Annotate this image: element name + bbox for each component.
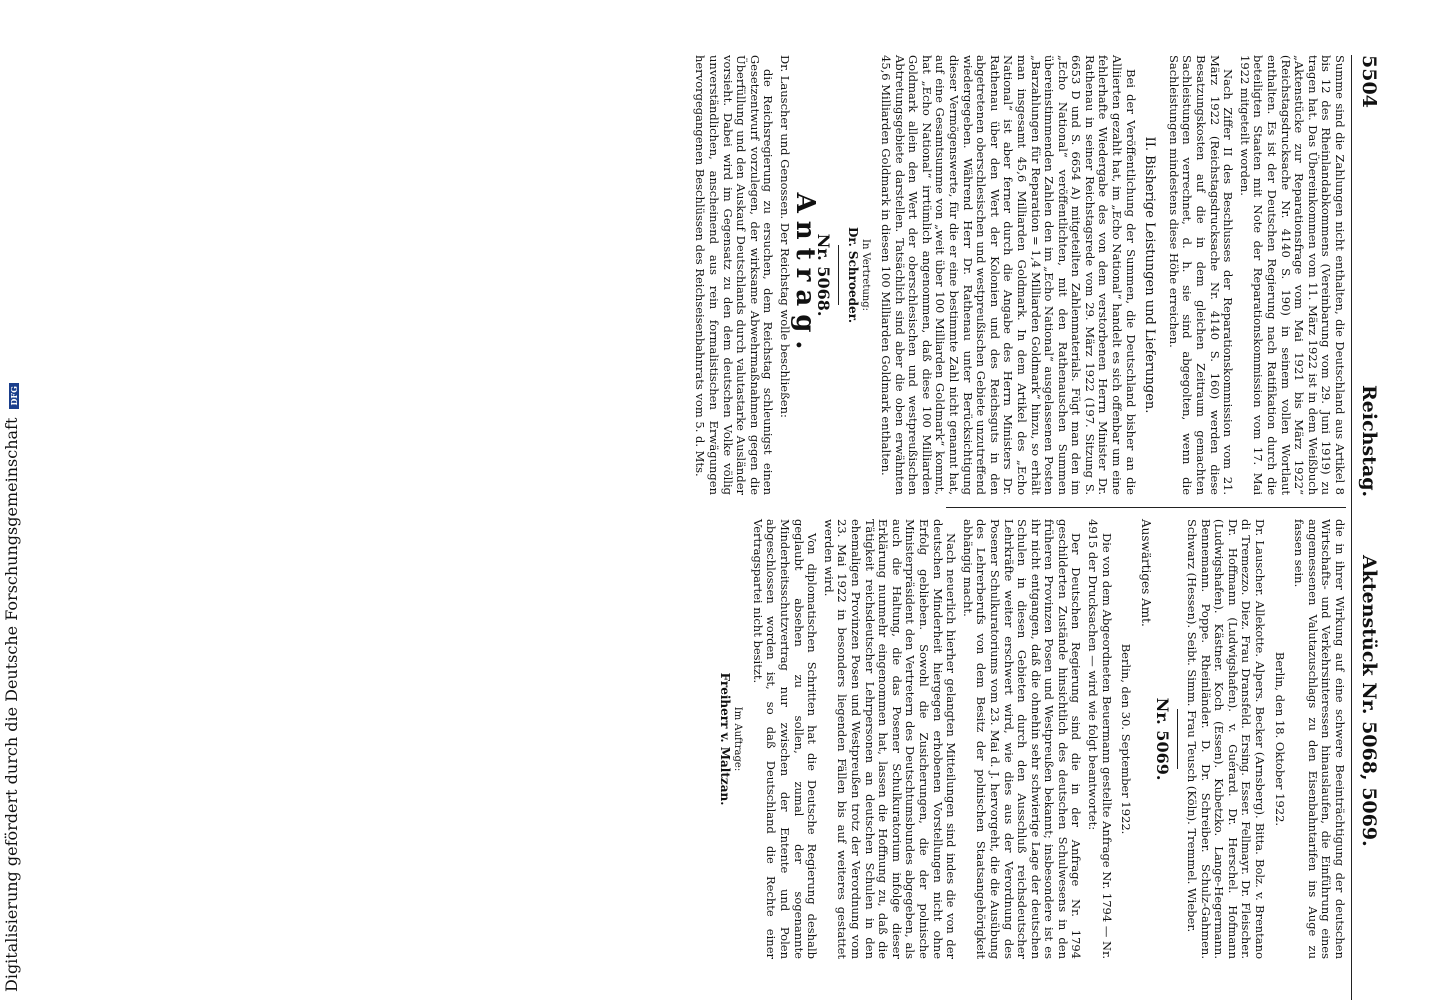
column-divider — [946, 507, 1346, 508]
divider — [838, 245, 839, 305]
paragraph: Die von dem Abgeordneten Beuermann gestellte Anfrage Nr. 1794 — Nr. 4915 der Drucksachen — wird wie folgt beantwortet: — [1086, 519, 1114, 959]
paragraph: Der Deutschen Regierung sind die in der Anfrage Nr. 1794 geschilderten Zustände hinsichtlich des deutschen Schulwesens in den früheren Provinzen Posen und Westpreußen bekannt; insbesondere ist es ihr nicht entgangen, daß die ohnehin sehr schwierige Lage der deutschen Schulen in diesen Gebieten durch den Ausschluß reichsdeutscher Lehrkräfte weiter erschwert wird, wie dies aus der Verordnung des Posener Schulkuratoriums vom 23. Mai d. J. hervorgeht, die die Ausübung des Lehrerberufs von dem Besitz der polnischen Staatsangehörigkeit abhängig macht. — [960, 519, 1084, 959]
footer-text: Digitalisierung gefördert durch die Deutsche Forschungsgemeinschaft — [2, 417, 21, 992]
header-rule — [1351, 55, 1352, 1000]
document-number: Nr. 5068. — [814, 233, 834, 317]
divider — [1177, 709, 1178, 769]
paragraph: Nach neuerlich hierher gelangten Mitteilungen sind indes die von der deutschen Minderheit hiergegen erhobenen Vorstellungen nicht ohne Erfolg geblieben. Sowohl die Zusicherungen, die der polnische Ministerpräsident den Vertretern des Deutschtumsbundes abgegeben, als auch die Haltung, die das Posener Schulkuratorium infolge dieser Erklärung nunmehr eingenommen hat, lassen die Hoffnung zu, daß die Tätigkeit reichsdeutscher Lehrpersonen an deutschen Schulen in den ehemaligen Provinzen Posen und Westpreußen trotz der Verordnung vom 23. Mai 1922 in besonders liegenden Fällen bis auf weiteres gestattet werden wird. — [821, 519, 959, 959]
dateline: Berlin, den 18. Oktober 1922. — [1272, 651, 1287, 827]
dateline: Berlin, den 30. September 1922. — [1119, 643, 1134, 835]
paragraph: Von diplomatischen Schritten hat die Deutsche Regierung deshalb geglaubt absehen zu sollen, zumal der sogenannte Minderheitsschutzvertrag nur zwischen der Entente und Polen abgeschlossen worden ist, so daß Deutschland die Rechte einer Vertragspartei nicht besitzt. — [750, 519, 820, 959]
signature-label: Im Auftrage: — [732, 706, 744, 772]
page-number: 5504 — [1358, 55, 1380, 108]
page-header — [1352, 55, 1380, 955]
office-name: Auswärtiges Amt. — [1138, 519, 1153, 627]
rotated-page-content — [110, 55, 1380, 1000]
paragraph: Bei der Veröffentlichung der Summen, die Deutschland bisher an die Alliierten gezahlt hat, im „Echo National“ handelt es sich offenbar um eine fehlerhafte Wiedergabe des von dem verstorbenen Herrn Minister Dr. Rathenau in seiner Reichstagsrede vom 29. März 1922 (197. Sitzung S. 6653 D und S. 6654 A) mitgeteilten Zahlenmaterials. Fügt man den im „Echo National“ veröffentlichten, mit den Rathenauschen Summen übereinstimmenden Zahlen den im „Echo National“ ausgelassenen Posten „Barzahlungen für Reparation = 1,4 Milliarden Goldmark“ hinzu, so erhält man insgesamt 45,6 Milliarden Goldmark. In dem Artikel des „Echo National“ ist aber ferner durch die Angabe des Herrn Ministers Dr. Rathenau über den Wert der Kolonien und des Reichsguts in den abgetretenen oberschlesischen und westpreußischen Gebiete unzutreffend wiedergegeben. Während Herr Dr. Rathenau unter Berücksichtigung dieser Vermögenswerte, für die er eine bestimmte Zahl nicht genannt hat, auf eine Gesamtsumme von „weit über 100 Milliarden Goldmark“ kommt, hat „Echo National“ irrtümlich angenommen, daß diese 100 Milliarden Goldmark allein den Wert der oberschlesischen und westpreußischen Abtretungsgebiete darstellen. Tatsächlich sind aber die oben erwähnten 45,6 Milliarden Goldmark in diesen 100 Milliarden Goldmark enthalten. — [879, 55, 1138, 495]
paragraph: die in ihrer Wirkung auf eine schwere Beeinträchtigung der deutschen Wirtschafts- und Verkehrsinteressen hinauslaufen, die Einführung eines angemessenen Valutazuschlags zu den Eisenbahntarifen ins Auge zu fassen sein. — [1292, 519, 1347, 959]
left-column — [690, 55, 1346, 495]
header-document: Aktenstück Nr. 5068, 5069. — [1358, 555, 1380, 847]
signature-name: Freiherr v. Maltzan. — [717, 672, 732, 806]
paragraph: Dr. Lauscher und Genossen. Der Reichstag wolle beschließen: — [778, 55, 793, 418]
section-heading: II. Bisherige Leistungen und Lieferungen. — [1142, 136, 1158, 414]
signature-name: Dr. Schroeder. — [845, 226, 860, 324]
signature-label: In Vertretung: — [860, 239, 872, 311]
signatories: Dr. Lauscher. Allekotte. Alpers. Becker (Arnsberg). Bitta. Bolz. v. Brentano di Tremezzo. Diez. Frau Dransfeld. Ersing. Esser. Fellmayr. Dr. Fleischer. Dr. Hoffmann (Ludwigshafen). v. Guérard. Dr. Herschel. Hofmann (Ludwigshafen). Kästner. Koch (Essen). Kubetzko. Lange-Hegermann. Bennemann. Poppe. Rheinländer. D. Dr. Schreiber. Schulz-Gahmen. Schwarz (Hessen). Seibt. Simm. Frau Teusch (Köln). Tremmel. Wieber. — [1185, 519, 1268, 959]
document-title: Antrag. — [789, 192, 820, 358]
right-column — [711, 519, 1346, 959]
paragraph: die Reichsregierung zu ersuchen, dem Reichstag schleunigst einen Gesetzentwurf vorzulegen, der wirksame Abwehrmaßnahmen gegen die Überfüllung und den Auskauf Deutschlands durch valutastarke Ausländer vorsieht. Dabei wird im Gegensatz zu den dem deutschen Volke völlig unverständlichen, anscheinend aus rein formalistischen Erwägungen hervorgegangenen Beschlüssen des Reichseisenbahnrats vom 5. d. Mts. — [693, 55, 776, 495]
digitization-footer — [2, 0, 21, 992]
paragraph: Nach Ziffer II des Beschlusses der Reparationskommission vom 21. März 1922 (Reichstagsdrucksache Nr. 4140 S. 160) werden diese Besatzungskosten auf die in dem gleichen Zeitraum gemachten Sachleistungen verrechnet, d. h. sie sind abgegolten, wenn die Sachleistungen mindestens diese Höhe erreichen. — [1166, 55, 1236, 495]
dfg-logo: DFG — [9, 383, 19, 408]
paragraph: Summe sind die Zahlungen nicht enthalten, die Deutschland aus Artikel 8 bis 12 des Rheinlandabkommens (Vereinbarung vom 29. Juni 1919) zu tragen hat. Das Übereinkommen vom 11. März 1922 ist in dem Weißbuch „Aktenstücke zur Reparationsfrage vom Mai 1921 bis März 1922“ (Reichstagsdrucksache Nr. 4140 S. 190) in seinem vollen Wortlaut enthalten. Es ist der Deutschen Regierung nach Ratifikation durch die beteiligten Staaten mit Note der Reparationskommission vom 17. Mai 1922 mitgeteilt worden. — [1237, 55, 1347, 495]
document-number: Nr. 5069. — [1153, 697, 1173, 781]
header-organ: Reichstag. — [1358, 385, 1380, 498]
